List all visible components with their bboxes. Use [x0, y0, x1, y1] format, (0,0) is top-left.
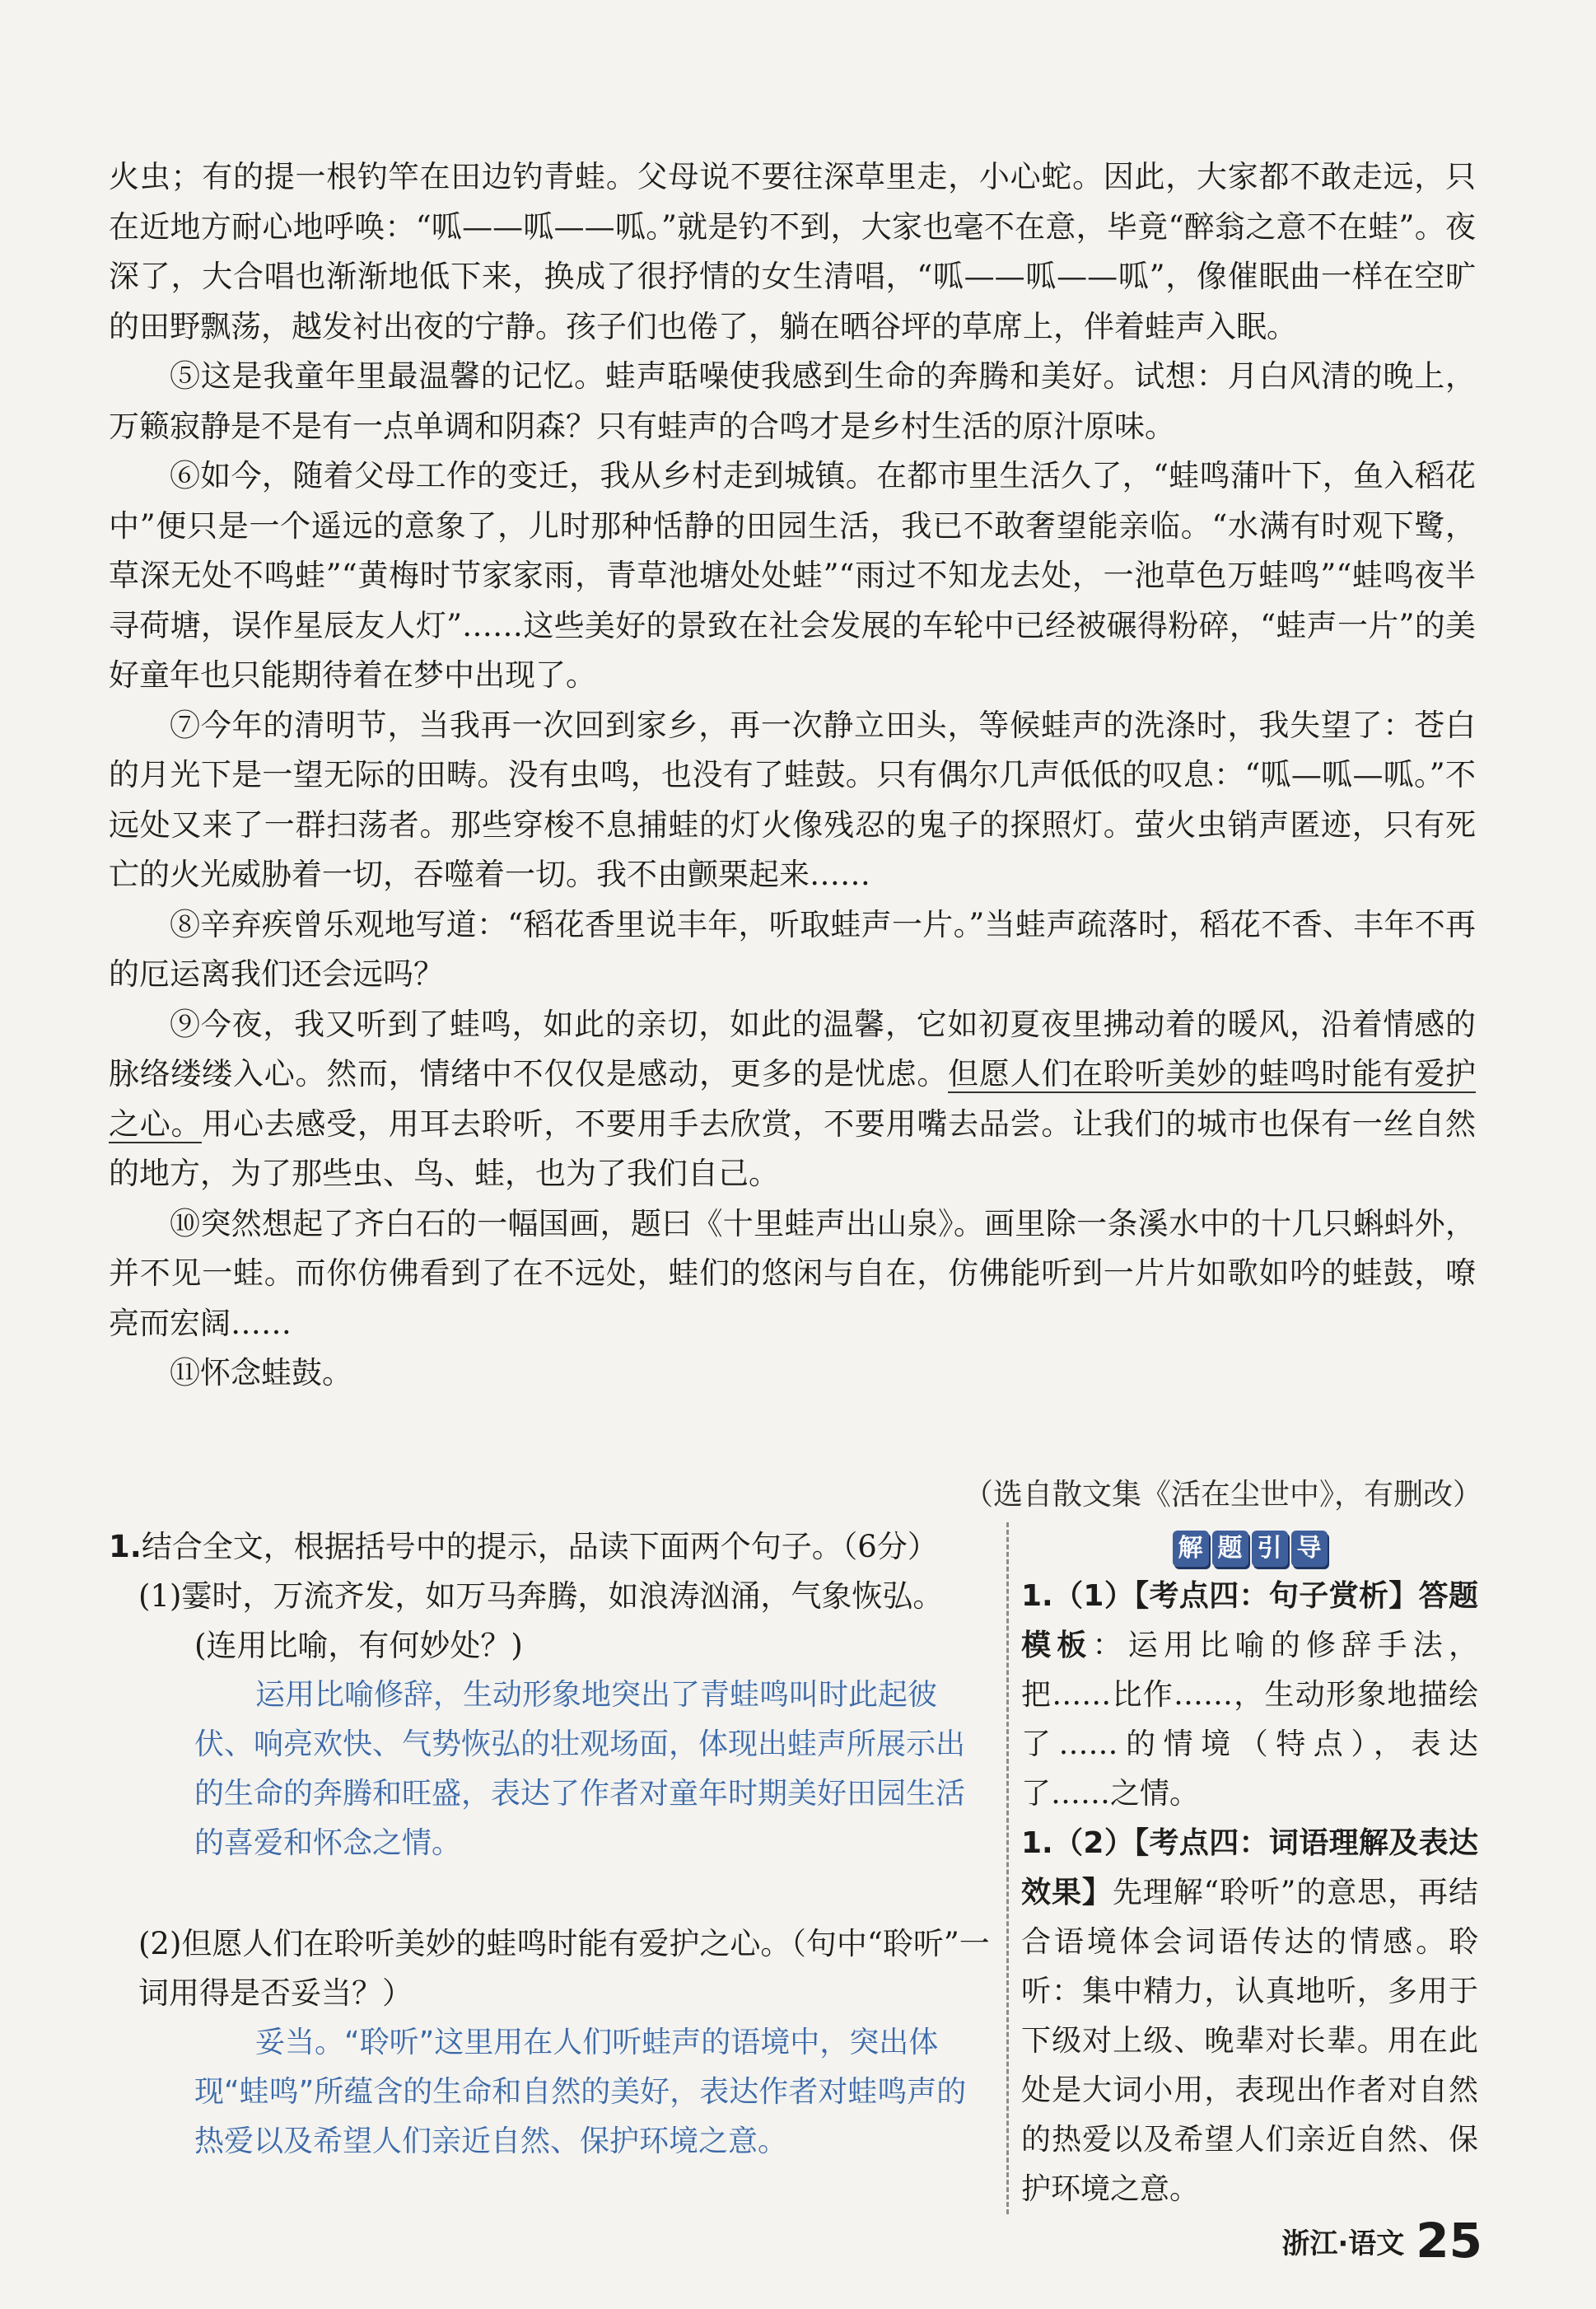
question-number: 1. [109, 1529, 142, 1564]
paragraph-8: ⑧辛弃疾曾乐观地写道：“稻花香里说丰年，听取蛙声一片。”当蛙声疏落时，稻花不香、丰年不再的厄运离我们还会远吗？ [109, 906, 1476, 992]
badge-char-4: 导 [1291, 1531, 1328, 1567]
paragraph-10: ⑩突然想起了齐白石的一幅国画，题曰《十里蛙声出山泉》。画里除一条溪水中的十几只蝌蚪外，并不见一蛙。而你仿佛看到了在不远处，蛙们的悠闲与自在，仿佛能听到一片片如歌如吟的蛙鼓，嘹亮而宏阔…… [109, 1205, 1476, 1341]
paragraph-4-continued: 火虫；有的提一根钓竿在田边钓青蛙。父母说不要往深草里走，小心蛇。因此，大家都不敢走远，只在近地方耐心地呼唤：“呱——呱——呱。”就是钓不到，大家也毫不在意，毕竟“醉翁之意不在蛙”。夜深了，大合唱也渐渐地低下来，换成了很抒情的女生清唱，“呱——呱——呱”，像催眠曲一样在空旷的田野飘荡，越发衬出夜的宁静。孩子们也倦了，躺在晒谷坪的草席上，伴着蛙声入眠。 [109, 159, 1476, 344]
guide-badge [1021, 1522, 1478, 1565]
page-number: 25 [1416, 2213, 1482, 2269]
question-column [109, 1522, 990, 2166]
paragraph-9-text-a: ⑨今夜，我又听到了蛙鸣，如此的亲切，如此的温馨，它如初夏夜里拂动着的暖风，沿着情感的脉络缕缕入心。然而，情绪中不仅仅是感动，更多的是忧虑。 [109, 1006, 1476, 1091]
solution-guide [1021, 1522, 1478, 2214]
badge-char-1: 解 [1173, 1531, 1209, 1567]
reading-passage [109, 152, 1476, 1399]
guide-item-1-text: ：运用比喻的修辞手法，把……比作……，生动形象地描绘了……的情境（特点），表达了……之情。 [1021, 1629, 1478, 1811]
paragraph-6: ⑥如今，随着父母工作的变迁，我从乡村走到城镇。在都市里生活久了，“蛙鸣蒲叶下，鱼入稻花中”便只是一个遥远的意象了，儿时那种恬静的田园生活，我已不敢奢望能亲临。“水满有时观下鹭，草深无处不鸣蛙”“黄梅时节家家雨，青草池塘处处蛙”“雨过不知龙去处，一池草色万蛙鸣”“蛙鸣夜半寻荷塘，误作星辰友人灯”……这些美好的景致在社会发展的车轮中已经被碾得粉碎，“蛙声一片”的美好童年也只能期待着在梦中出现了。 [109, 458, 1476, 693]
guide-item-2-label: 1.（2）【考点四：词语理解及表达效果】 [1021, 1826, 1478, 1909]
page-footer [1281, 2212, 1482, 2269]
question-1-1-hint: (连用比喻，有何妙处？) [194, 1628, 523, 1663]
badge-char-3: 引 [1252, 1531, 1288, 1567]
answer-gap [109, 1868, 990, 1919]
guide-item-1 [1021, 1572, 1478, 1819]
region-subject-label: 浙江·语文 [1281, 2227, 1405, 2260]
question-1-1-text: (1)霎时，万流齐发，如万马奔腾，如浪涛汹涌，气象恢弘。 [138, 1578, 944, 1614]
guide-item-2-text: 先理解“聆听”的意思，再结合语境体会词语传达的情感。聆听：集中精力，认真地听，多用于下级对上级、晚辈对长辈。用在此处是大词小用，表现出作者对自然的热爱以及希望人们亲近自然、保护环境之意。 [1021, 1876, 1478, 2206]
underlined-sentence: 但愿人们在聆听美妙的蛙鸣时能有爱护之心。 [109, 1056, 1477, 1142]
question-1-2-answer: 妥当。“聆听”这里用在人们听蛙声的语境中，突出体现“蛙鸣”所蕴含的生命和自然的美好，表达作者对蛙鸣声的热爱以及希望人们亲近自然、保护环境之意。 [194, 2026, 967, 2158]
column-divider [1006, 1522, 1009, 2214]
guide-item-2 [1021, 1819, 1478, 2214]
source-citation: （选自散文集《活在尘世中》，有删改） [963, 1478, 1482, 1512]
question-stem-text: 结合全文，根据括号中的提示，品读下面两个句子。（6分） [141, 1529, 938, 1564]
paragraph-5: ⑤这是我童年里最温馨的记忆。蛙声聒噪使我感到生命的奔腾和美好。试想：月白风清的晚上，万籁寂静是不是有一点单调和阴森？只有蛙声的合鸣才是乡村生活的原汁原味。 [109, 358, 1476, 444]
paragraph-7: ⑦今年的清明节，当我再一次回到家乡，再一次静立田头，等候蛙声的洗涤时，我失望了：苍白的月光下是一望无际的田畴。没有虫鸣，也没有了蛙鼓。只有偶尔几声低低的叹息：“呱—呱—呱。”不远处又来了一群扫荡者。那些穿梭不息捕蛙的灯火像残忍的鬼子的探照灯。萤火虫销声匿迹，只有死亡的火光威胁着一切，吞噬着一切。我不由颤栗起来…… [109, 707, 1476, 892]
question-1-2-text: (2)但愿人们在聆听美妙的蛙鸣时能有爱护之心。（句中“聆听”一词用得是否妥当？） [138, 1926, 990, 2011]
paragraph-9-text-b: 用心去感受，用耳去聆听，不要用手去欣赏，不要用嘴去品尝。让我们的城市也保有一丝自然的地方，为了那些虫、鸟、蛙，也为了我们自己。 [109, 1105, 1476, 1191]
question-1-stem [109, 1522, 990, 1572]
paragraph-11: ⑪怀念蛙鼓。 [170, 1355, 352, 1391]
guide-item-1-label: 1.（1）【考点四：句子赏析】答题模板 [1021, 1579, 1478, 1662]
paragraph-9 [109, 1000, 1476, 1199]
badge-char-2: 题 [1212, 1531, 1248, 1567]
question-1-1-answer: 运用比喻修辞，生动形象地突出了青蛙鸣叫时此起彼伏、响亮欢快、气势恢弘的壮观场面，体现出蛙声所展示出的生命的奔腾和旺盛，表达了作者对童年时期美好田园生活的喜爱和怀念之情。 [194, 1678, 966, 1860]
